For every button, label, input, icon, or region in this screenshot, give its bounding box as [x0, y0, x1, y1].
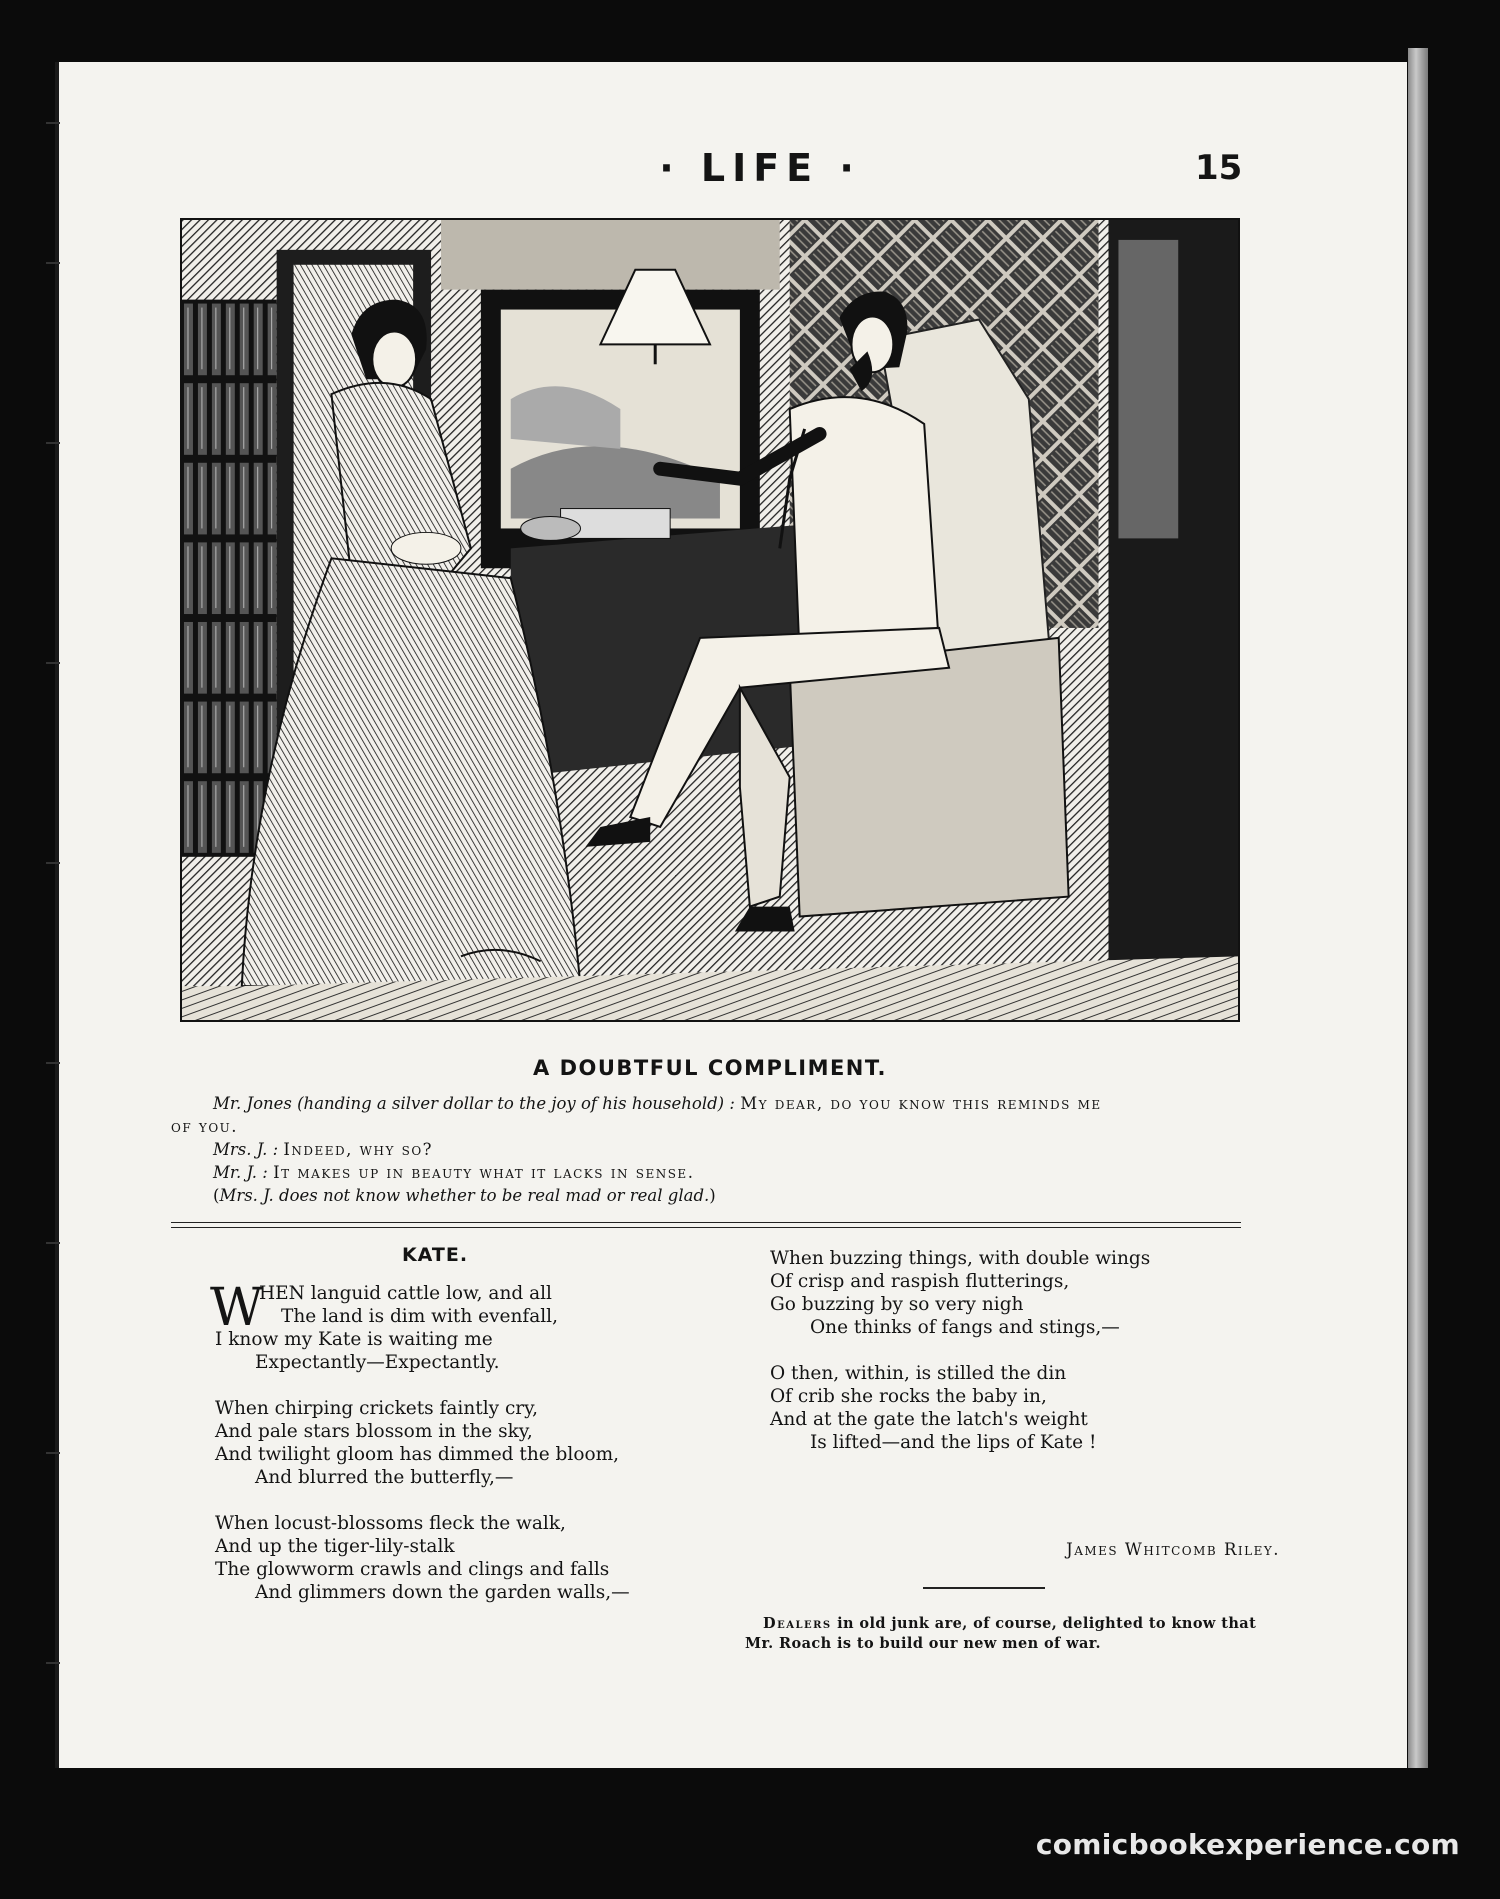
- filler-line: [745, 1614, 1305, 1634]
- binding-stitch: [46, 862, 60, 864]
- poem-line: I know my Kate is waiting me: [215, 1329, 493, 1350]
- poem-line: When buzzing things, with double wings: [770, 1248, 1151, 1269]
- poem-line: And up the tiger-lily-stalk: [215, 1536, 455, 1557]
- poem-line: The glowworm crawls and clings and falls: [215, 1559, 610, 1580]
- dialogue-line: [171, 1161, 1261, 1184]
- dialogue-text: of you.: [171, 1117, 239, 1136]
- poem-line: Expectantly—Expectantly.: [255, 1352, 500, 1373]
- poem-left-column: [215, 1282, 630, 1604]
- filler-line: Mr. Roach is to build our new men of war.: [745, 1635, 1101, 1652]
- dialogue-line: [171, 1138, 1261, 1161]
- poem-right-column: [770, 1247, 1150, 1454]
- speaker-name: Mr. Jones: [213, 1094, 292, 1113]
- binding-stitch: [46, 662, 60, 664]
- page-edge: [1408, 48, 1428, 1768]
- poem-line: Of crib she rocks the baby in,: [770, 1386, 1047, 1407]
- poem-line: And twilight gloom has dimmed the bloom,: [215, 1444, 620, 1465]
- page-number: 15: [1195, 148, 1243, 188]
- cartoon-dialogue: [171, 1092, 1261, 1207]
- binding-stitch: [46, 1662, 60, 1664]
- binding-stitch: [46, 1452, 60, 1454]
- stage-direction: (handing a silver dollar to the joy of his household) :: [297, 1094, 735, 1113]
- paren-close: ): [709, 1186, 716, 1205]
- poem-line: HEN languid cattle low, and all: [259, 1283, 552, 1304]
- binding-stitch: [46, 262, 60, 264]
- poem-line: Go buzzing by so very nigh: [770, 1294, 1024, 1315]
- poem-line: Of crisp and raspish flutterings,: [770, 1271, 1070, 1292]
- engraving-drawing: [182, 220, 1238, 1020]
- speaker-name: Mr. J. :: [213, 1163, 268, 1182]
- binding-gutter: [55, 62, 59, 1768]
- poem-line: And blurred the butterfly,—: [255, 1467, 514, 1488]
- filler-text: in old junk are, of course, delighted to know that: [837, 1615, 1257, 1632]
- magazine-title: · LIFE ·: [659, 146, 861, 190]
- filler-lead: Dealers: [763, 1615, 832, 1632]
- poem-title: KATE.: [401, 1244, 469, 1266]
- poem-line: O then, within, is stilled the din: [770, 1363, 1067, 1384]
- dialogue-text: It makes up in beauty what it lacks in sense.: [273, 1163, 695, 1182]
- dialogue-text: Indeed, why so?: [283, 1140, 434, 1159]
- poem-line: Is lifted—and the lips of Kate !: [810, 1432, 1097, 1453]
- poem-author: James Whitcomb Riley.: [1066, 1540, 1280, 1559]
- dialogue-line: [171, 1092, 1261, 1115]
- poem-line: One thinks of fangs and stings,—: [810, 1317, 1120, 1338]
- watermark-text: comicbookexperience.com: [1035, 1828, 1460, 1861]
- cartoon-title: A DOUBTFUL COMPLIMENT.: [533, 1056, 887, 1080]
- poem-line: And pale stars blossom in the sky,: [215, 1421, 533, 1442]
- paren-open: (: [213, 1186, 220, 1205]
- magazine-page: [55, 62, 1407, 1768]
- binding-stitch: [46, 442, 60, 444]
- poem-line: And glimmers down the garden walls,—: [255, 1582, 630, 1603]
- filler-paragraph: [745, 1614, 1305, 1654]
- poem-line: When locust-blossoms fleck the walk,: [215, 1513, 566, 1534]
- short-divider: [923, 1587, 1045, 1589]
- cartoon-illustration: [180, 218, 1240, 1022]
- speaker-name: Mrs. J. :: [213, 1140, 279, 1159]
- poem-line: When chirping crickets faintly cry,: [215, 1398, 539, 1419]
- binding-stitch: [46, 1062, 60, 1064]
- poem-line: The land is dim with evenfall,: [281, 1306, 558, 1327]
- dialogue-line: [171, 1115, 1261, 1138]
- poem-dropcap: W: [210, 1278, 264, 1338]
- dialogue-text: My dear, do you know this reminds me: [740, 1094, 1102, 1113]
- binding-stitch: [46, 1242, 60, 1244]
- stage-direction: Mrs. J. does not know whether to be real mad or real glad.: [219, 1186, 710, 1205]
- dialogue-line: [171, 1184, 1261, 1207]
- section-divider: [171, 1222, 1241, 1228]
- poem-line: And at the gate the latch's weight: [770, 1409, 1088, 1430]
- binding-stitch: [46, 122, 60, 124]
